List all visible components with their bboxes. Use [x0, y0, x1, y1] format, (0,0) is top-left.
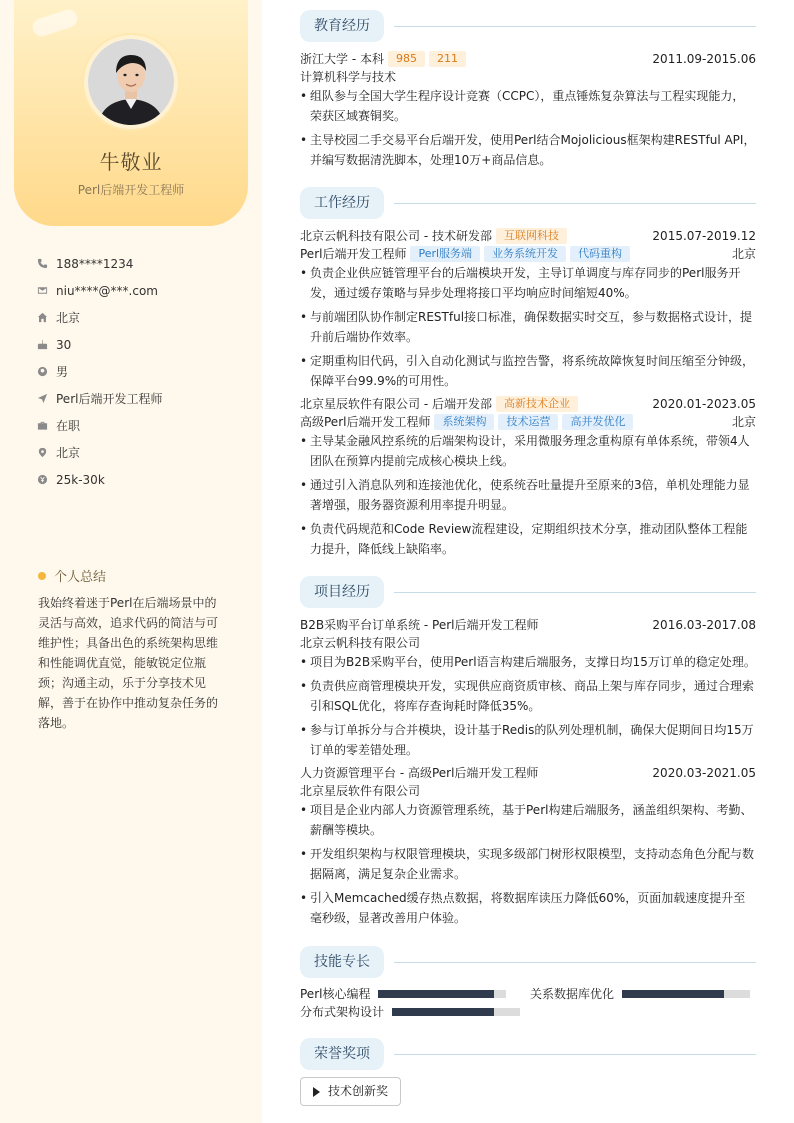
school-tag: 211 — [429, 51, 466, 67]
avatar-photo — [88, 39, 174, 125]
skill-item — [300, 986, 506, 1002]
bullet-dot-icon — [38, 572, 46, 580]
job-company: 北京星辰软件有限公司 - 后端开发部 — [300, 397, 492, 411]
sidebar — [0, 0, 262, 1123]
project-company: 北京星辰软件有限公司 — [300, 784, 421, 798]
mail-icon — [36, 285, 48, 297]
info-location: 北京 — [36, 439, 162, 466]
skill-item — [300, 1004, 520, 1020]
project-name: B2B采购平台订单系统 - Perl后端开发工程师 — [300, 618, 539, 632]
location-icon — [36, 447, 48, 459]
gender-icon — [36, 366, 48, 378]
phone-icon — [36, 258, 48, 270]
section-divider — [394, 592, 756, 593]
skill-level-bar — [378, 990, 506, 998]
education-period: 2011.09-2015.06 — [652, 52, 756, 66]
info-phone: 188****1234 — [36, 250, 162, 277]
job-bullet: • 主导某金融风控系统的后端架构设计，采用微服务理念重构原有单体系统，带领4人团队在预算内提前完成核心模块上线。 — [300, 431, 756, 471]
section-title: 项目经历 — [300, 576, 384, 608]
project-company: 北京云帆科技有限公司 — [300, 636, 421, 650]
info-position: Perl后端开发工程师 — [36, 385, 162, 412]
section-title: 工作经历 — [300, 187, 384, 219]
section-title: 技能专长 — [300, 946, 384, 978]
skill-level-bar — [392, 1008, 520, 1016]
summary-heading: 个人总结 — [38, 566, 106, 585]
section-education-header — [300, 10, 756, 42]
skill-name: Perl核心编程 — [300, 987, 371, 1001]
skill-tag: 技术运营 — [498, 414, 558, 430]
company-tag: 高新技术企业 — [496, 396, 578, 412]
skill-level-fill — [622, 990, 724, 998]
job-bullet: • 负责企业供应链管理平台的后端模块开发，主导订单调度与库存同步的Perl服务开发，通过缓存策略与异步处理将接口平均响应时间缩短40%。 — [300, 263, 756, 303]
skill-level-bar — [622, 990, 750, 998]
play-icon — [313, 1087, 320, 1097]
job-company: 北京云帆科技有限公司 - 技术研发部 — [300, 229, 492, 243]
section-divider — [394, 26, 756, 27]
candidate-name: 牛敬业 — [99, 150, 163, 174]
award-name: 技术创新奖 — [328, 1084, 389, 1098]
project-period: 2016.03-2017.08 — [652, 618, 756, 632]
job-city: 北京 — [731, 247, 756, 261]
job-position: 高级Perl后端开发工程师 — [300, 415, 431, 429]
section-divider — [394, 1054, 756, 1055]
section-title: 荣誉奖项 — [300, 1038, 384, 1070]
skill-tag: 代码重构 — [570, 246, 630, 262]
project-bullet: • 引入Memcached缓存热点数据，将数据库读压力降低60%，页面加载速度提升至毫秒级，显著改善用户体验。 — [300, 888, 756, 928]
skill-level-fill — [392, 1008, 494, 1016]
info-age: 30 — [36, 331, 162, 358]
skill-level-fill — [378, 990, 493, 998]
info-home: 北京 — [36, 304, 162, 331]
project-bullet: • 负责供应商管理模块开发，实现供应商资质审核、商品上架与库存同步，通过合理索引和SQL优化，将库存查询耗时降低35%。 — [300, 676, 756, 716]
skill-item — [530, 986, 750, 1002]
project-bullet: • 开发组织架构与权限管理模块，实现多级部门树形权限模型，支持动态角色分配与数据隔离，满足复杂企业需求。 — [300, 844, 756, 884]
job-period: 2015.07-2019.12 — [652, 229, 756, 243]
project-period: 2020.03-2021.05 — [652, 766, 756, 780]
skill-tag: 高并发优化 — [562, 414, 633, 430]
info-email: niu****@***.com — [36, 277, 162, 304]
info-gender: 男 — [36, 358, 162, 385]
section-work-header — [300, 187, 756, 219]
skill-name: 关系数据库优化 — [530, 987, 615, 1001]
candidate-title: Perl后端开发工程师 — [77, 183, 185, 197]
school-tag: 985 — [388, 51, 425, 67]
job-header — [300, 227, 756, 245]
job-city: 北京 — [731, 415, 756, 429]
job-period: 2020.01-2023.05 — [652, 397, 756, 411]
job-bullet: • 与前端团队协作制定RESTful接口标准，确保数据实时交互，参与数据格式设计，提升前后端协作效率。 — [300, 307, 756, 347]
job-position: Perl后端开发工程师 — [300, 247, 407, 261]
education-bullet: • 组队参与全国大学生程序设计竞赛（CCPC），重点锤炼复杂算法与工程实现能力，荣获区域赛铜奖。 — [300, 86, 756, 126]
education-entry — [300, 50, 756, 68]
job-bullet: • 负责代码规范和Code Review流程建设，定期组织技术分享，推动团队整体工程能力提升，降低线上缺陷率。 — [300, 519, 756, 559]
summary-text: 我始终着迷于Perl在后端场景中的灵活与高效，追求代码的简洁与可维护性；具备出色的系统架构思维和性能调优直觉，能敏锐定位瓶颈；沟通主动，乐于分享技术见解，善于在协作中推动复杂任务的落地。 — [38, 596, 219, 730]
project-header — [300, 616, 756, 634]
job-bullet: • 定期重构旧代码，引入自动化测试与监控告警，将系统故障恢复时间压缩至分钟级，保障平台99.9%的可用性。 — [300, 351, 756, 391]
home-icon — [36, 312, 48, 324]
project-header — [300, 764, 756, 782]
award-badge — [300, 1077, 401, 1106]
education-major: 计算机科学与技术 — [300, 70, 397, 84]
job-bullet: • 通过引入消息队列和连接池优化，使系统吞吐量提升至原来的3倍，单机处理能力显著增强，服务器资源利用率提升明显。 — [300, 475, 756, 515]
info-status: 在职 — [36, 412, 162, 439]
section-skills-header — [300, 946, 756, 978]
avatar — [84, 35, 178, 129]
section-divider — [394, 203, 756, 204]
skill-name: 分布式架构设计 — [300, 1005, 385, 1019]
section-projects-header — [300, 576, 756, 608]
salary-icon — [36, 474, 48, 486]
company-tag: 互联网科技 — [496, 228, 567, 244]
section-title: 教育经历 — [300, 10, 384, 42]
school-name: 浙江大学 - 本科 — [300, 52, 384, 66]
job-header — [300, 395, 756, 413]
job-position-row — [300, 245, 756, 263]
skill-tag: 业务系统开发 — [484, 246, 566, 262]
contact-info — [36, 250, 162, 493]
skill-tag: Perl服务端 — [410, 246, 480, 262]
section-divider — [394, 962, 756, 963]
skill-tag: 系统架构 — [434, 414, 494, 430]
project-bullet: • 参与订单拆分与合并模块，设计基于Redis的队列处理机制，确保大促期间日均15万订单的零差错处理。 — [300, 720, 756, 760]
project-bullet: • 项目是企业内部人力资源管理系统，基于Perl构建后端服务，涵盖组织架构、考勤、薪酬等模块。 — [300, 800, 756, 840]
info-salary: 25k-30k — [36, 466, 162, 493]
project-bullet: • 项目为B2B采购平台，使用Perl语言构建后端服务，支撑日均15万订单的稳定处理。 — [300, 652, 756, 672]
briefcase-icon — [36, 420, 48, 432]
job-position-row — [300, 413, 756, 431]
education-bullet: • 主导校园二手交易平台后端开发，使用Perl结合Mojolicious框架构建RESTful API，并编写数据清洗脚本，处理10万+商品信息。 — [300, 130, 756, 170]
cake-icon — [36, 339, 48, 351]
send-icon — [36, 393, 48, 405]
section-honors-header — [300, 1038, 756, 1070]
project-name: 人力资源管理平台 - 高级Perl后端开发工程师 — [300, 766, 539, 780]
